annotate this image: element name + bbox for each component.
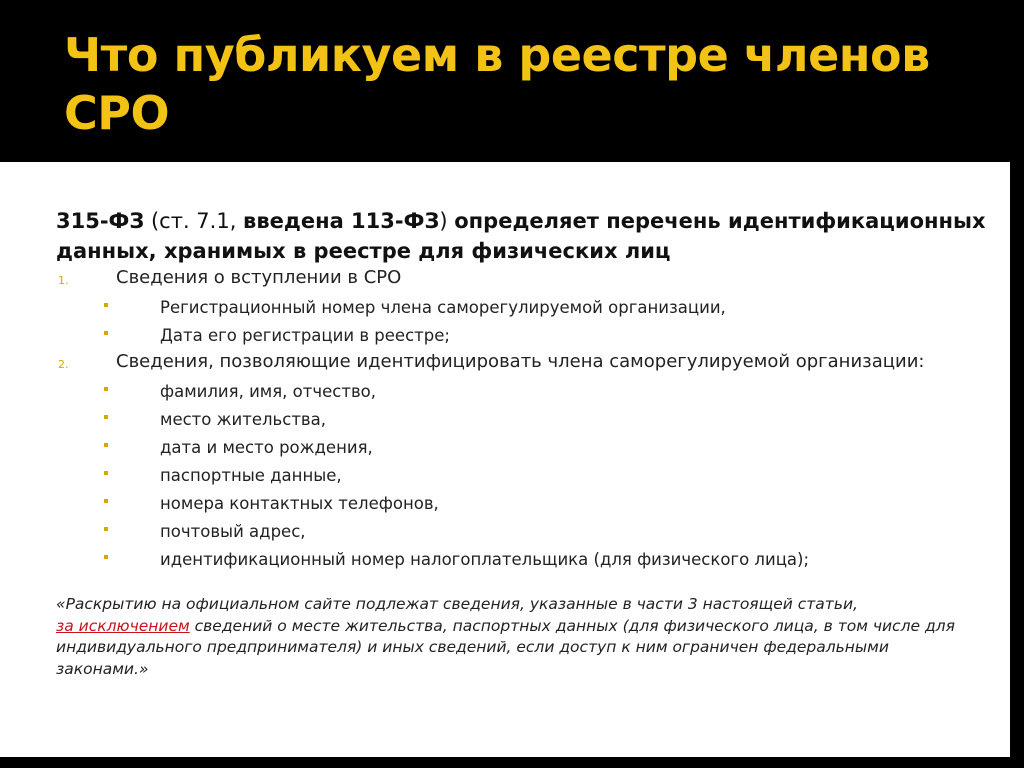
sub-list-item-label: паспортные данные, [160, 466, 342, 485]
sub-list-item-label: номера контактных телефонов, [160, 494, 439, 513]
sub-list-item-label: Дата его регистрации в реестре; [160, 326, 450, 345]
slide-title: Что публикуем в реестре членов СРО [64, 28, 930, 140]
slide-heading [56, 206, 986, 266]
quote-part-2: сведений о месте жительства, паспортных данных (для физического лица, в том числе для индивидуального предпринимателя) и иных сведений, если доступ к ним ограничен федеральными законами.» [56, 616, 955, 678]
title-bar [0, 0, 1024, 160]
list-item-label: Сведения, позволяющие идентифицировать члена саморегулируемой организации: [116, 351, 925, 372]
list-number: 2. [58, 358, 69, 371]
sub-list-item [0, 322, 1010, 350]
square-bullet-icon [104, 499, 108, 503]
list-item [0, 350, 1010, 378]
list-item-label: Сведения о вступлении в СРО [116, 267, 402, 288]
heading-paren: ) [439, 209, 455, 233]
law-quote [56, 594, 976, 680]
heading-amendment: введена 113-ФЗ [243, 209, 440, 233]
sub-list-item [0, 434, 1010, 462]
content-panel [0, 162, 1010, 757]
square-bullet-icon [104, 471, 108, 475]
heading-article: (ст. 7.1, [144, 209, 244, 233]
quote-highlight: за исключением [56, 616, 190, 635]
list-item [0, 266, 1010, 294]
sub-list-item-label: идентификационный номер налогоплательщика (для физического лица); [160, 550, 810, 569]
heading-law: 315-ФЗ [56, 209, 145, 233]
sub-list-item [0, 462, 1010, 490]
sub-list-item-label: Регистрационный номер члена саморегулируемой организации, [160, 298, 726, 317]
numbered-list [0, 266, 1010, 574]
square-bullet-icon [104, 527, 108, 531]
sub-list-item [0, 406, 1010, 434]
sub-list-item-label: место жительства, [160, 410, 327, 429]
square-bullet-icon [104, 443, 108, 447]
square-bullet-icon [104, 387, 108, 391]
sub-list-item-label: почтовый адрес, [160, 522, 306, 541]
square-bullet-icon [104, 415, 108, 419]
square-bullet-icon [104, 331, 108, 335]
sub-list-item [0, 294, 1010, 322]
sub-list-item-label: дата и место рождения, [160, 438, 373, 457]
sub-list-item [0, 378, 1010, 406]
square-bullet-icon [104, 555, 108, 559]
heading-description: определяет перечень идентификационных данных, хранимых в реестре для физических лиц [56, 209, 986, 263]
list-number: 1. [58, 274, 69, 287]
quote-part-1: «Раскрытию на официальном сайте подлежат сведения, указанные в части 3 настоящей статьи, [56, 595, 858, 613]
square-bullet-icon [104, 303, 108, 307]
sub-list-item [0, 490, 1010, 518]
sub-list-item-label: фамилия, имя, отчество, [160, 382, 377, 401]
sub-list-item [0, 546, 1010, 574]
sub-list-item [0, 518, 1010, 546]
